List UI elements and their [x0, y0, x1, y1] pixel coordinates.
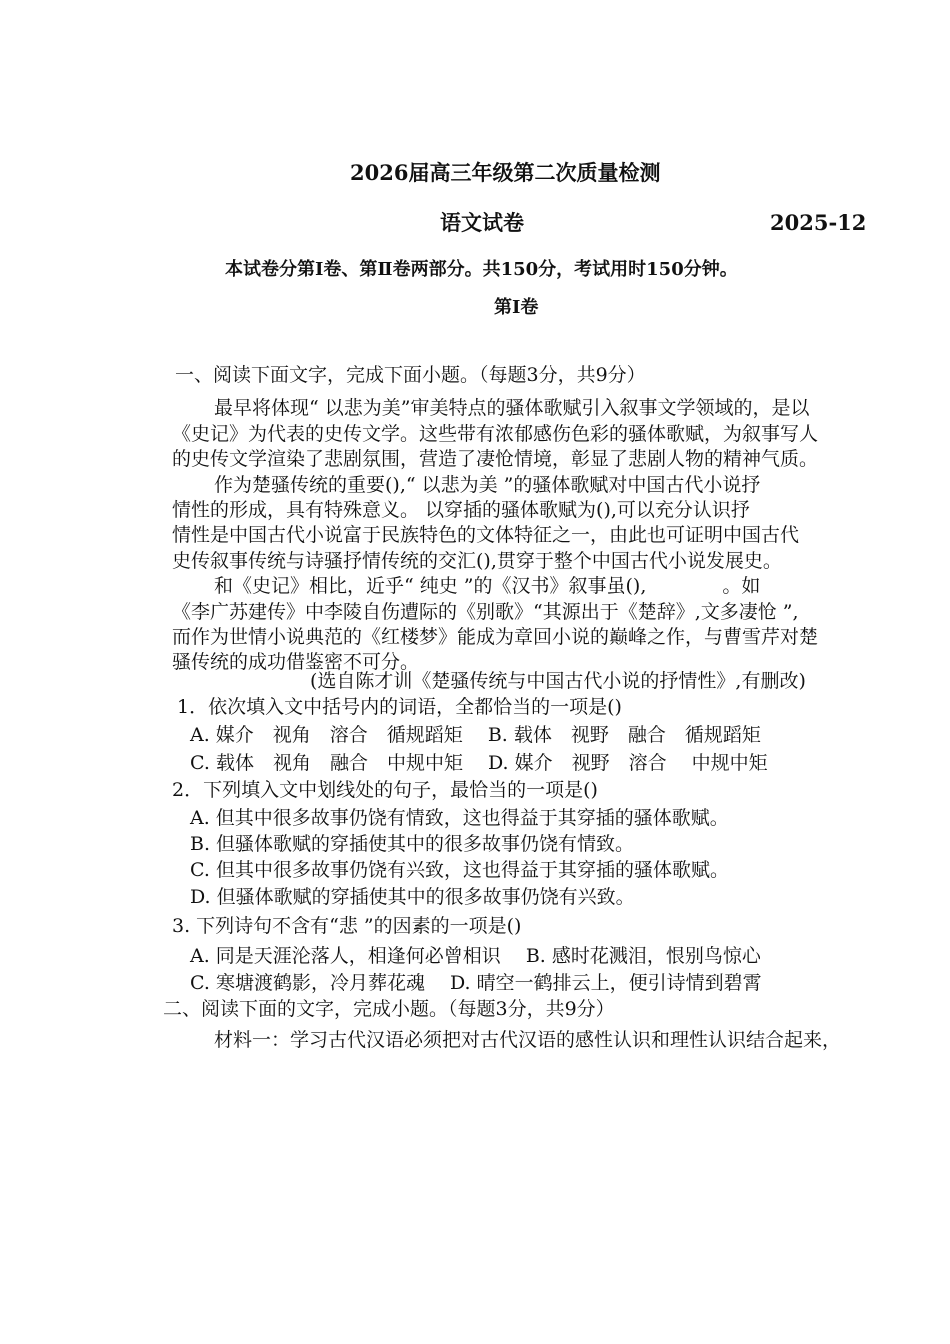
exam-intro: 本试卷分第I卷、第Ⅱ卷两部分。共150分，考试用时150分钟。: [225, 259, 738, 280]
volume-label: 第I卷: [494, 297, 539, 318]
question-2-option-a: A. 但其中很多故事仍饶有情致，这也得益于其穿插的骚体歌赋。: [190, 807, 729, 829]
question-2-option-d: D. 但骚体歌赋的穿插使其中的很多故事仍饶有兴致。: [190, 886, 635, 908]
passage-line: 骚传统的成功借鉴密不可分。: [172, 651, 420, 673]
question-1-stem: 1．依次填入文中括号内的词语，全都恰当的一项是(): [177, 696, 622, 718]
passage-line: 《史记》为代表的史传文学。这些带有浓郁感伤色彩的骚体歌赋，为叙事写人: [172, 423, 819, 445]
passage-source: (选自陈才训《楚骚传统与中国古代小说的抒情性》,有删改): [310, 670, 806, 692]
question-3-options-row2: C. 寒塘渡鹤影，冷月葬花魂 D. 晴空一鹤排云上，便引诗情到碧霄: [190, 972, 762, 994]
section2-material: 材料一：学习古代汉语必须把对古代汉语的感性认识和理性认识结合起来，: [214, 1029, 842, 1051]
question-3-options-row1: A. 同是天涯沦落人，相逢何必曾相识 B. 感时花溅泪，恨别鸟惊心: [190, 945, 761, 967]
exam-subject: 语文试卷: [440, 210, 524, 235]
passage-line: 作为楚骚传统的重要(),“ 以悲为美 ”的骚体歌赋对中国古代小说抒: [214, 474, 761, 496]
exam-date: 2025-12: [770, 210, 867, 235]
question-1-options-row2: C. 载体 视角 融合 中规中矩 D. 媒介 视野 溶合 中规中矩: [190, 752, 768, 774]
passage-line: 而作为世情小说典范的《红楼梦》能成为章回小说的巅峰之作，与曹雪芹对楚: [172, 626, 819, 648]
question-2-stem: 2．下列填入文中划线处的句子，最恰当的一项是(): [172, 779, 598, 801]
question-2-option-b: B. 但骚体歌赋的穿插使其中的很多故事仍饶有情致。: [190, 833, 635, 855]
question-3-stem: 3. 下列诗句不含有“悲 ”的因素的一项是(): [172, 915, 522, 937]
question-2-option-c: C. 但其中很多故事仍饶有兴致，这也得益于其穿插的骚体歌赋。: [190, 859, 729, 881]
passage-line: 的史传文学渲染了悲剧氛围，营造了凄怆情境，彰显了悲剧人物的精神气质。: [172, 448, 819, 470]
passage-line: 和《史记》相比，近乎“ 纯史 ”的《汉书》叙事虽(), 。如: [214, 575, 761, 597]
exam-title: 2026届高三年级第二次质量检测: [350, 160, 661, 185]
question-1-options-row1: A. 媒介 视角 溶合 循规蹈矩 B. 载体 视野 融合 循规蹈矩: [190, 724, 761, 746]
passage-line: 史传叙事传统与诗骚抒情传统的交汇(),贯穿于整个中国古代小说发展史。: [172, 550, 782, 572]
passage-line: 《李广苏建传》中李陵自伤遭际的《别歌》“其源出于《楚辞》,文多凄怆 ”,: [172, 601, 799, 623]
passage-line: 情性是中国古代小说富于民族特色的文体特征之一，由此也可证明中国古代: [172, 524, 800, 546]
section1-heading: 一、阅读下面文字，完成下面小题。（每题3分，共9分）: [175, 364, 646, 386]
passage-line: 最早将体现“ 以悲为美”审美特点的骚体歌赋引入叙事文学领域的，是以: [214, 397, 810, 419]
section2-heading: 二、阅读下面的文字，完成小题。（每题3分，共9分）: [163, 998, 615, 1020]
passage-line: 情性的形成，具有特殊意义。 以穿插的骚体歌赋为(),可以充分认识抒: [172, 499, 750, 521]
